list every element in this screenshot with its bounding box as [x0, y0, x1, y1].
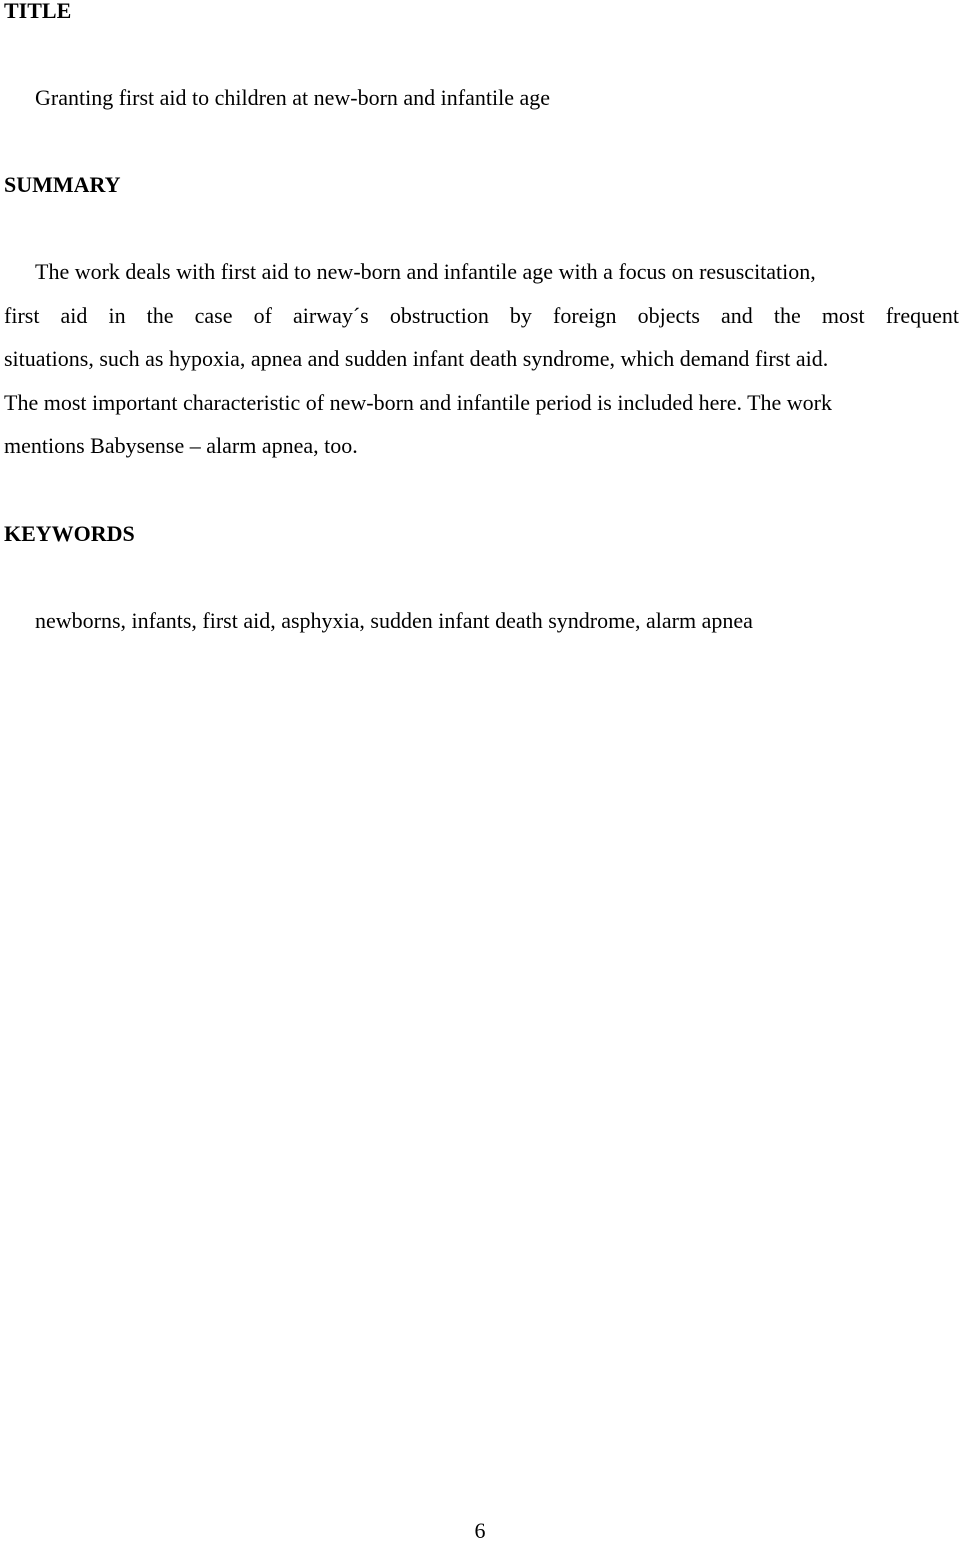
summary-heading: SUMMARY [4, 172, 121, 197]
keywords-text: newborns, infants, first aid, asphyxia, sudden infant death syndrome, alarm apnea [35, 608, 753, 633]
summary-line: mentions Babysense – alarm apnea, too. [4, 433, 358, 459]
summary-line: first aid in the case of airway´s obstruction by foreign objects and the most frequent [4, 302, 959, 328]
summary-line: The work deals with first aid to new-born and infantile age with a focus on resuscitation, [35, 259, 816, 284]
title-text: Granting first aid to children at new-born and infantile age [35, 85, 550, 110]
page-number: 6 [474, 1518, 486, 1543]
title-heading: TITLE [4, 0, 72, 23]
summary-line: The most important characteristic of new-born and infantile period is included here. The work [4, 389, 832, 415]
summary-line: situations, such as hypoxia, apnea and sudden infant death syndrome, which demand first aid. [4, 346, 829, 372]
keywords-heading: KEYWORDS [4, 521, 135, 546]
summary-paragraph [4, 258, 959, 476]
